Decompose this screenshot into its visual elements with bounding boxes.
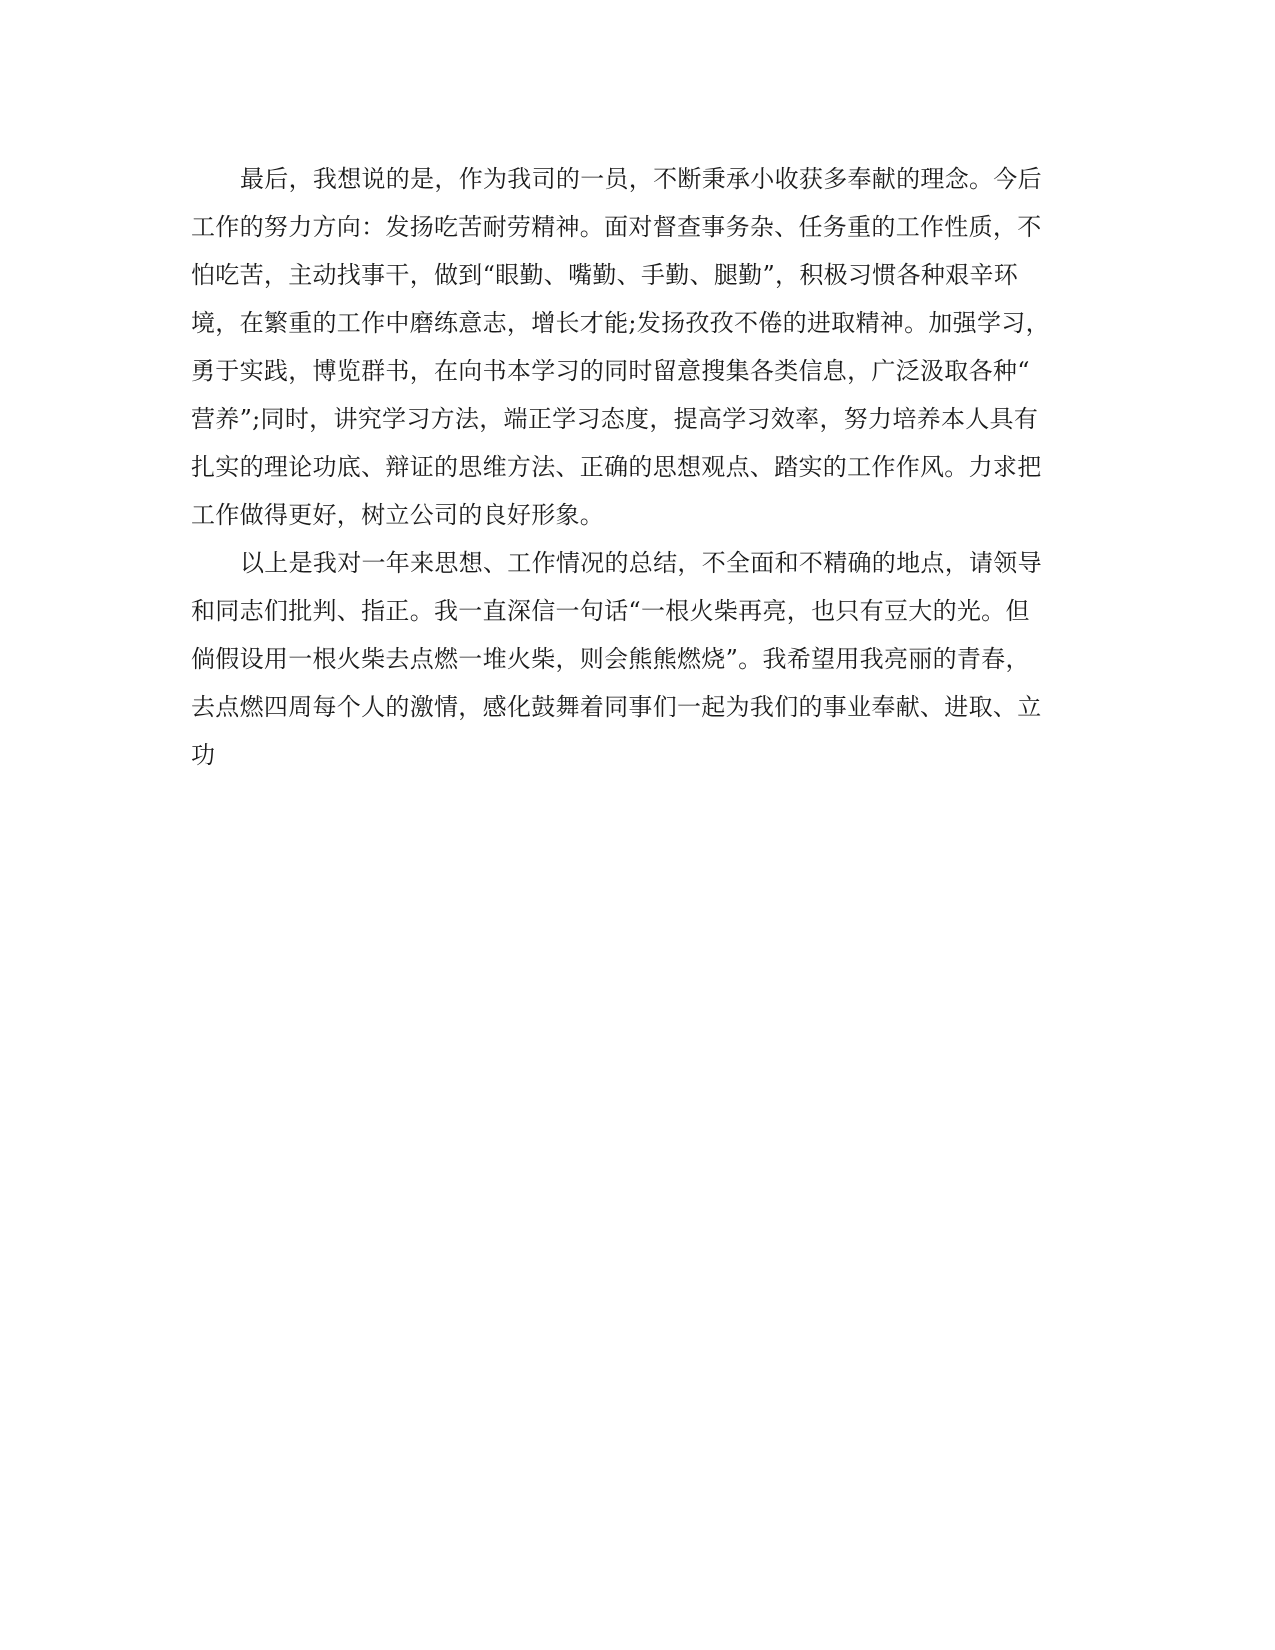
paragraph-line: 怕吃苦，主动找事干，做到“眼勤、嘴勤、手勤、腿勤”，积极习惯各种艰辛环	[191, 261, 1019, 289]
paragraph-line: 工作的努力方向：发扬吃苦耐劳精神。面对督查事务杂、任务重的工作性质，不	[191, 213, 1042, 241]
paragraph-line: 工作做得更好，树立公司的良好形象。	[191, 501, 605, 529]
paragraph-line: 和同志们批判、指正。我一直深信一句话“一根火柴再亮，也只有豆大的光。但	[191, 597, 1030, 625]
paragraph-line: 最后，我想说的是，作为我司的一员，不断秉承小收获多奉献的理念。今后	[240, 165, 1042, 193]
paragraph-summary-closing	[191, 539, 1091, 779]
paragraph-line: 境，在繁重的工作中磨练意志，增长才能;发扬孜孜不倦的进取精神。加强学习，	[191, 309, 1050, 337]
paragraph-line: 扎实的理论功底、辩证的思维方法、正确的思想观点、踏实的工作作风。力求把	[191, 453, 1042, 481]
paragraph-line: 去点燃四周每个人的激情，感化鼓舞着同事们一起为我们的事业奉献、进取、立	[191, 693, 1042, 721]
paragraph-line: 勇于实践，博览群书，在向书本学习的同时留意搜集各类信息，广泛汲取各种“	[191, 357, 1030, 385]
paragraph-work-direction	[191, 155, 1091, 539]
paragraph-line: 功	[191, 741, 216, 769]
document-body	[191, 155, 1091, 779]
paragraph-line: 以上是我对一年来思想、工作情况的总结，不全面和不精确的地点，请领导	[240, 549, 1042, 577]
paragraph-line: 营养”;同时，讲究学习方法，端正学习态度，提高学习效率，努力培养本人具有	[191, 405, 1039, 433]
paragraph-line: 倘假设用一根火柴去点燃一堆火柴，则会熊熊燃烧”。我希望用我亮丽的青春，	[191, 645, 1030, 673]
